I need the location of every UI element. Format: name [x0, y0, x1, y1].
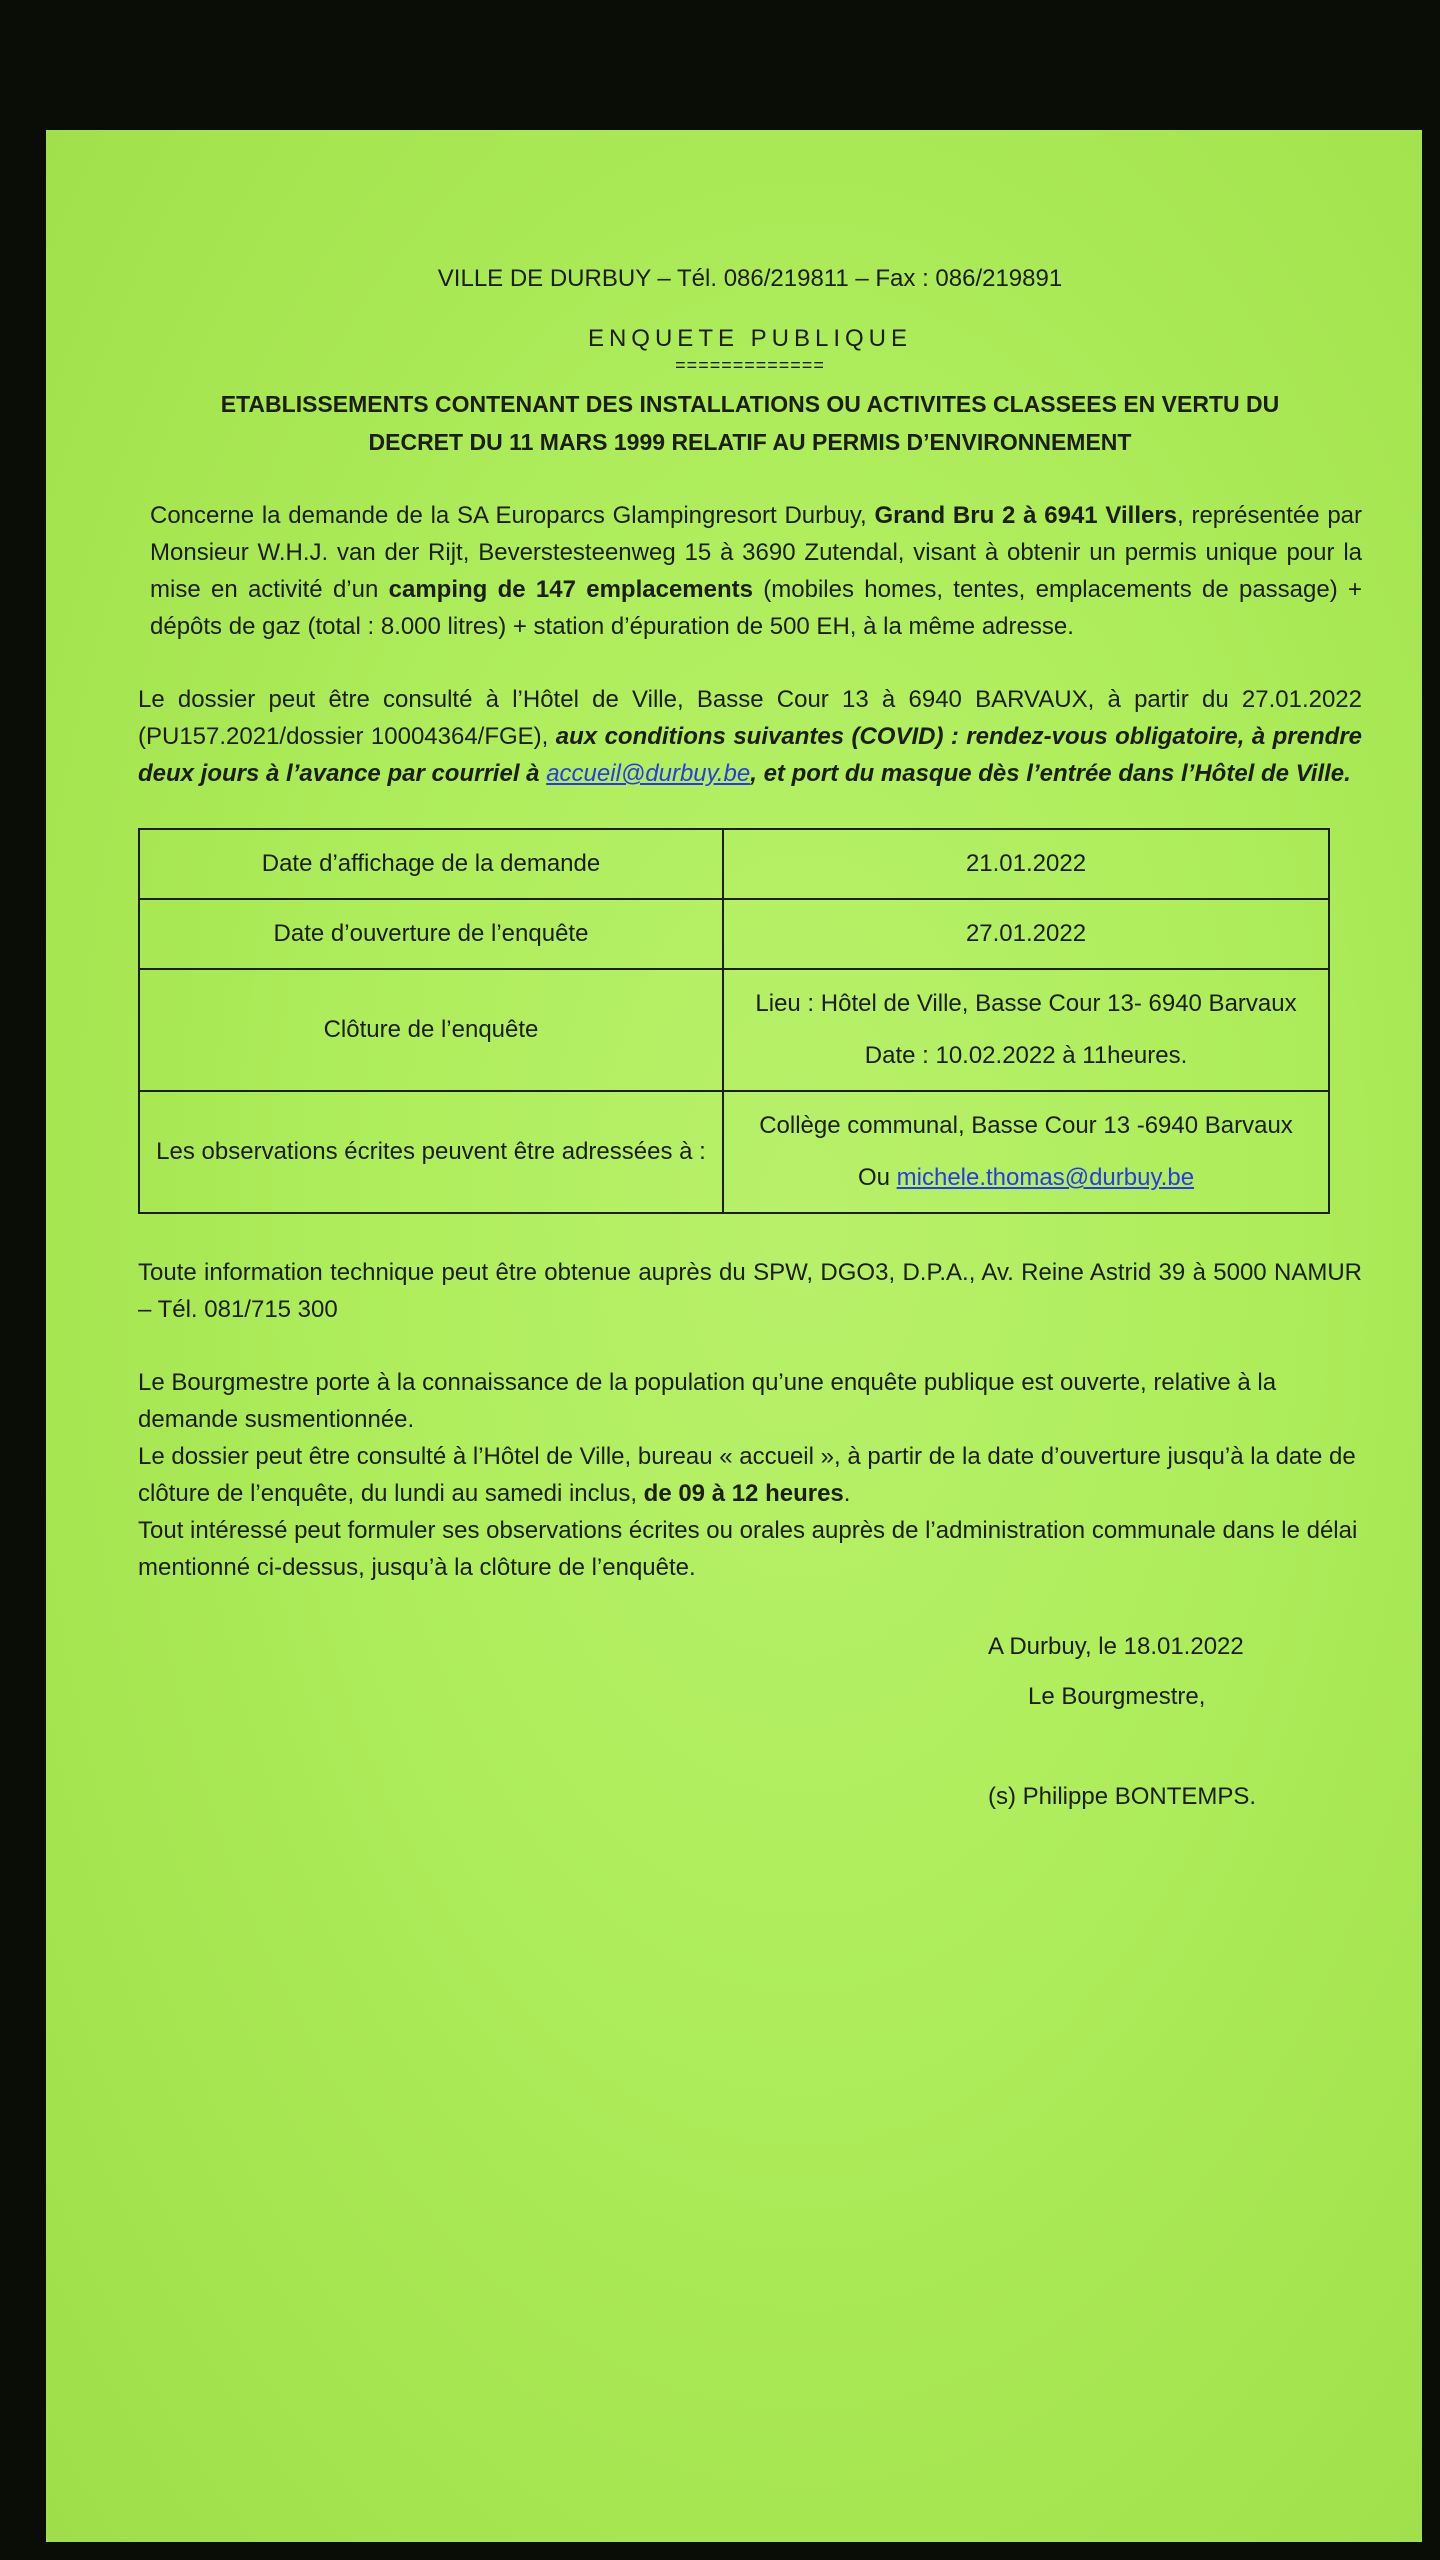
michele-email-link[interactable]: michele.thomas@durbuy.be: [896, 1164, 1195, 1191]
announcement-line-2-end: .: [843, 1480, 851, 1507]
subtitle-line-2: DECRET DU 11 MARS 1999 RELATIF AU PERMIS D’ENVIRONNEMENT: [368, 429, 1132, 455]
inquiry-dates-table: [138, 828, 1330, 1214]
request-camping: camping de 147 emplacements: [388, 576, 753, 603]
request-paragraph: [138, 497, 1362, 645]
title-underline: =============: [675, 355, 825, 375]
observations-address: Collège communal, Basse Cour 13 -6940 Barvaux: [759, 1112, 1293, 1139]
announcement-line-2: Le dossier peut être consulté à l’Hôtel de Ville, bureau « accueil », à partir de la date d’ouverture jusqu’à la date de clôture de l’enquête, du lundi au samedi inclus,: [138, 1443, 1356, 1507]
opening-date-label: Date d’ouverture de l’enquête: [139, 899, 723, 969]
signature-block: [988, 1622, 1362, 1822]
notice-title: ENQUETE PUBLIQUE: [587, 325, 913, 352]
consultation-covid-conditions: aux conditions suivantes (COVID) : rendez-vous obligatoire, à prendre deux jours à l’avance par courriel à: [138, 723, 1363, 787]
opening-date-value: 27.01.2022: [723, 899, 1329, 969]
consultation-covid-mask: , et port du masque dès l’entrée dans l’Hôtel de Ville.: [750, 760, 1351, 787]
announcement-block: [138, 1364, 1362, 1586]
notice-paper: [46, 130, 1422, 2542]
table-row: [139, 829, 1329, 899]
request-text-1: Concerne la demande de la SA Europarcs Glampingresort Durbuy,: [150, 502, 875, 529]
observations-label: Les observations écrites peuvent être adressées à :: [139, 1091, 723, 1213]
municipality-contact-line: VILLE DE DURBUY – Tél. 086/219811 – Fax : 086/219891: [437, 265, 1063, 292]
request-text-2: , représentée par Monsieur W.H.J. van der Rijt, Beverstesteenweg 15 à 3690 Zutendal, visant à obtenir un permis unique pour la mise en activité d’un: [150, 502, 1363, 603]
closing-label: Clôture de l’enquête: [139, 969, 723, 1091]
signature-name: (s) Philippe BONTEMPS.: [988, 1783, 1257, 1810]
observations-value: [723, 1091, 1329, 1213]
consultation-paragraph: [138, 681, 1362, 792]
signature-role: Le Bourgmestre,: [1028, 1683, 1206, 1710]
technical-info-paragraph: Toute information technique peut être obtenue auprès du SPW, DGO3, D.P.A., Av. Reine Astrid 39 à 5000 NAMUR – Tél. 081/715 300: [138, 1259, 1362, 1323]
closing-value: [723, 969, 1329, 1091]
announcement-line-1: Le Bourgmestre porte à la connaissance de la population qu’une enquête publique est ouverte, relative à la demande susmentionnée.: [138, 1369, 1277, 1433]
posting-date-label: Date d’affichage de la demande: [139, 829, 723, 899]
public-notice: [138, 260, 1362, 1822]
notice-subtitle: [138, 385, 1362, 461]
request-address: Grand Bru 2 à 6941 Villers: [874, 502, 1178, 529]
request-text-3: (mobiles homes, tentes, emplacements de passage) + dépôts de gaz (total : 8.000 litres) + station d’épuration de 500 EH, à la même adresse.: [150, 576, 1363, 640]
subtitle-line-1: ETABLISSEMENTS CONTENANT DES INSTALLATIONS OU ACTIVITES CLASSEES EN VERTU DU: [220, 391, 1280, 417]
opening-hours: de 09 à 12 heures: [643, 1480, 844, 1507]
signature-place-date: A Durbuy, le 18.01.2022: [988, 1633, 1244, 1660]
accueil-email-link[interactable]: accueil@durbuy.be: [546, 760, 751, 787]
table-row: [139, 1091, 1329, 1213]
table-row: [139, 969, 1329, 1091]
signature-spacer: [988, 1722, 1362, 1772]
announcement-line-3: Tout intéressé peut formuler ses observations écrites ou orales auprès de l’administration communale dans le délai mentionné ci-dessus, jusqu’à la clôture de l’enquête.: [138, 1517, 1358, 1581]
observations-or: Ou: [857, 1164, 897, 1191]
consultation-text-1: Le dossier peut être consulté à l’Hôtel de Ville, Basse Cour 13 à 6940 BARVAUX, à partir du 27.01.2022 (PU157.2021/dossier 10004364/FGE),: [138, 686, 1362, 750]
closing-place: Lieu : Hôtel de Ville, Basse Cour 13- 6940 Barvaux: [755, 990, 1297, 1017]
closing-date: Date : 10.02.2022 à 11heures.: [864, 1042, 1188, 1069]
table-row: [139, 899, 1329, 969]
posting-date-value: 21.01.2022: [723, 829, 1329, 899]
